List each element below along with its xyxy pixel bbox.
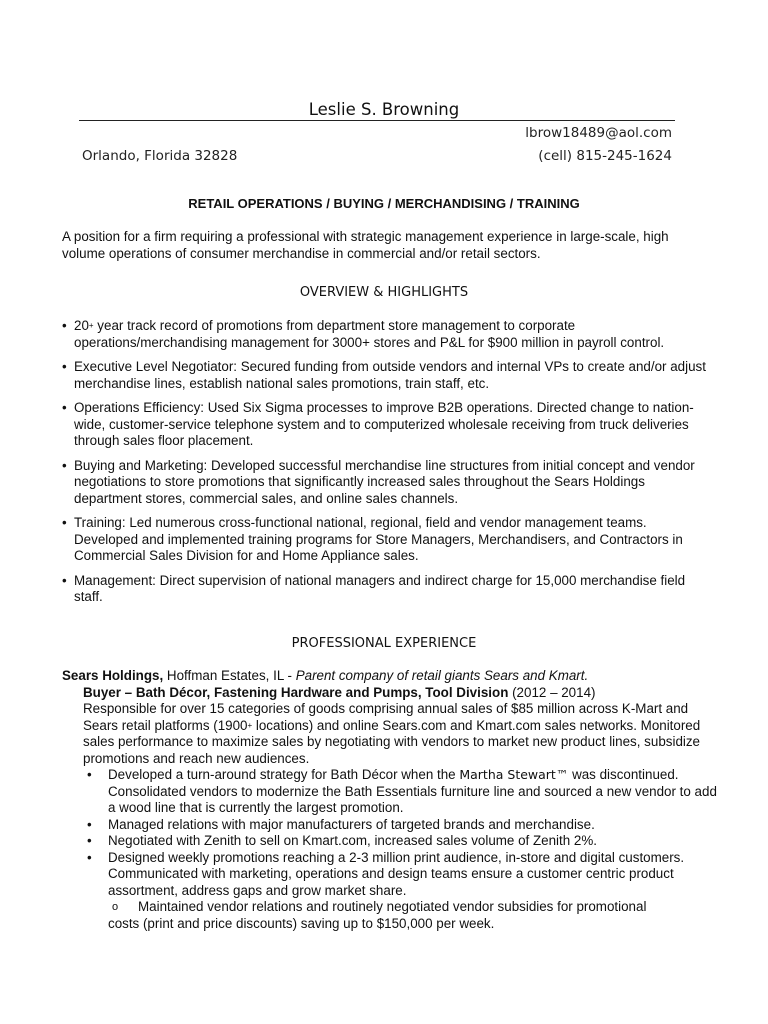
superscript: + xyxy=(88,321,94,330)
candidate-name: Leslie S. Browning xyxy=(308,100,460,119)
achievement-text: Designed weekly promotions reaching a 2-3 million print audience, in-store and digital customers. Communicated with marketing, operations and design teams ensure a customer centric product assortment, address gaps and grow market share. xyxy=(108,849,685,898)
bullet-icon: • xyxy=(87,849,92,865)
achievement-item xyxy=(83,817,722,834)
contact-city: Orlando, Florida 32828 xyxy=(82,148,238,164)
responsibility-text: locations) and online Sears.com and Kmart.com sales networks. Monitored sales performance to maximize sales by negotiating with vendors to market new product lines, subsidize promotions and reach new audiences. xyxy=(83,717,701,766)
bullet-icon: • xyxy=(87,767,92,782)
achievements-list xyxy=(62,767,722,899)
highlight-item xyxy=(62,515,712,565)
sub-achievement-line: Maintained vendor relations and routinely negotiated vendor subsidies for promotional xyxy=(138,899,647,914)
highlight-text: Training: Led numerous cross-functional national, regional, field and vendor management teams. Developed and implemented training programs for Store Managers, Merchandisers, and Contractors in Commercial Sales Division for and Home Appliance sales. xyxy=(74,515,683,563)
role-years: (2012 – 2014) xyxy=(508,684,596,700)
superscript: + xyxy=(247,720,253,730)
bullet-icon: • xyxy=(62,572,67,588)
contact-email: lbrow18489@aol.com xyxy=(525,125,672,141)
career-title-line: RETAIL OPERATIONS / BUYING / MERCHANDISING / TRAINING xyxy=(188,196,580,211)
bullet-icon: • xyxy=(62,400,67,415)
sub-achievement xyxy=(62,899,722,932)
company-line xyxy=(62,668,722,685)
company-description: Parent company of retail giants Sears and Kmart. xyxy=(295,668,589,683)
bullet-icon: • xyxy=(62,318,67,333)
role-title: Buyer – Bath Décor, Fastening Hardware and Pumps, Tool Division xyxy=(83,684,509,700)
overview-heading: OVERVIEW & HIGHLIGHTS xyxy=(299,285,469,300)
highlight-item xyxy=(62,318,712,351)
highlights-list xyxy=(62,318,712,614)
achievement-text: Negotiated with Zenith to sell on Kmart.com, increased sales volume of Zenith 2%. xyxy=(108,833,597,848)
achievement-item xyxy=(83,833,722,850)
role-responsibility xyxy=(62,701,722,767)
highlight-item xyxy=(62,573,712,606)
highlight-item xyxy=(62,458,712,508)
achievement-item xyxy=(83,767,722,817)
experience-heading: PROFESSIONAL EXPERIENCE xyxy=(291,636,477,651)
experience-section xyxy=(62,668,722,932)
achievement-text: Managed relations with major manufacturers of targeted brands and merchandise. xyxy=(108,816,595,832)
brand-name: Martha Stewart™ xyxy=(459,767,569,782)
bullet-icon: • xyxy=(87,833,92,848)
contact-phone: (cell) 815-245-1624 xyxy=(538,148,672,164)
sub-achievement-line: costs (print and price discounts) saving up to $150,000 per week. xyxy=(108,915,495,931)
company-location: Hoffman Estates, IL - xyxy=(163,668,296,683)
bullet-icon: • xyxy=(62,515,67,530)
achievement-item xyxy=(83,850,722,900)
header-rule xyxy=(79,120,675,121)
highlight-text: 20 xyxy=(74,318,89,333)
circle-bullet-icon: o xyxy=(112,901,119,913)
bullet-icon: • xyxy=(62,457,67,473)
highlight-text: Management: Direct supervision of national managers and indirect charge for 15,000 merchandise field staff. xyxy=(74,572,686,604)
highlight-item xyxy=(62,400,712,450)
highlight-text: Buying and Marketing: Developed successful merchandise line structures from initial concept and vendor negotiations to store promotions that significantly increased sales throughout the Sears Holdings department stores, commercial sales, and online sales channels. xyxy=(74,457,695,506)
responsibility-text: Responsible for over 15 categories of goods comprising annual sales of $85 million across K-Mart and Sears retail platforms (1900 xyxy=(83,701,689,733)
highlight-item xyxy=(62,359,712,392)
bullet-icon: • xyxy=(62,359,67,374)
objective-paragraph: A position for a firm requiring a professional with strategic management experience in large-scale, high volume operations of consumer merchandise in commercial and/or retail sectors. xyxy=(62,229,669,261)
highlight-text: Operations Efficiency: Used Six Sigma processes to improve B2B operations. Directed change to nation-wide, customer-service telephone system and to computerized wholesale receiving from truck deliveries through sales floor placement. xyxy=(74,400,694,448)
role-line xyxy=(62,685,722,702)
company-name: Sears Holdings, xyxy=(62,668,164,683)
highlight-text: year track record of promotions from department store management to corporate operations/merchandising management for 3000+ stores and P&L for $900 million in payroll control. xyxy=(74,318,665,350)
achievement-text: Developed a turn-around strategy for Bath Décor when the xyxy=(108,767,460,782)
bullet-icon: • xyxy=(87,816,92,832)
highlight-text: Executive Level Negotiator: Secured funding from outside vendors and internal VPs to create and/or adjust merchandise lines, establish national sales promotions, train staff, etc. xyxy=(74,359,706,391)
achievement-text: was discontinued. Consolidated vendors to modernize the Bath Essentials furniture line and sourced a new vendor to add a wood line that is currently the largest promotion. xyxy=(108,767,717,815)
